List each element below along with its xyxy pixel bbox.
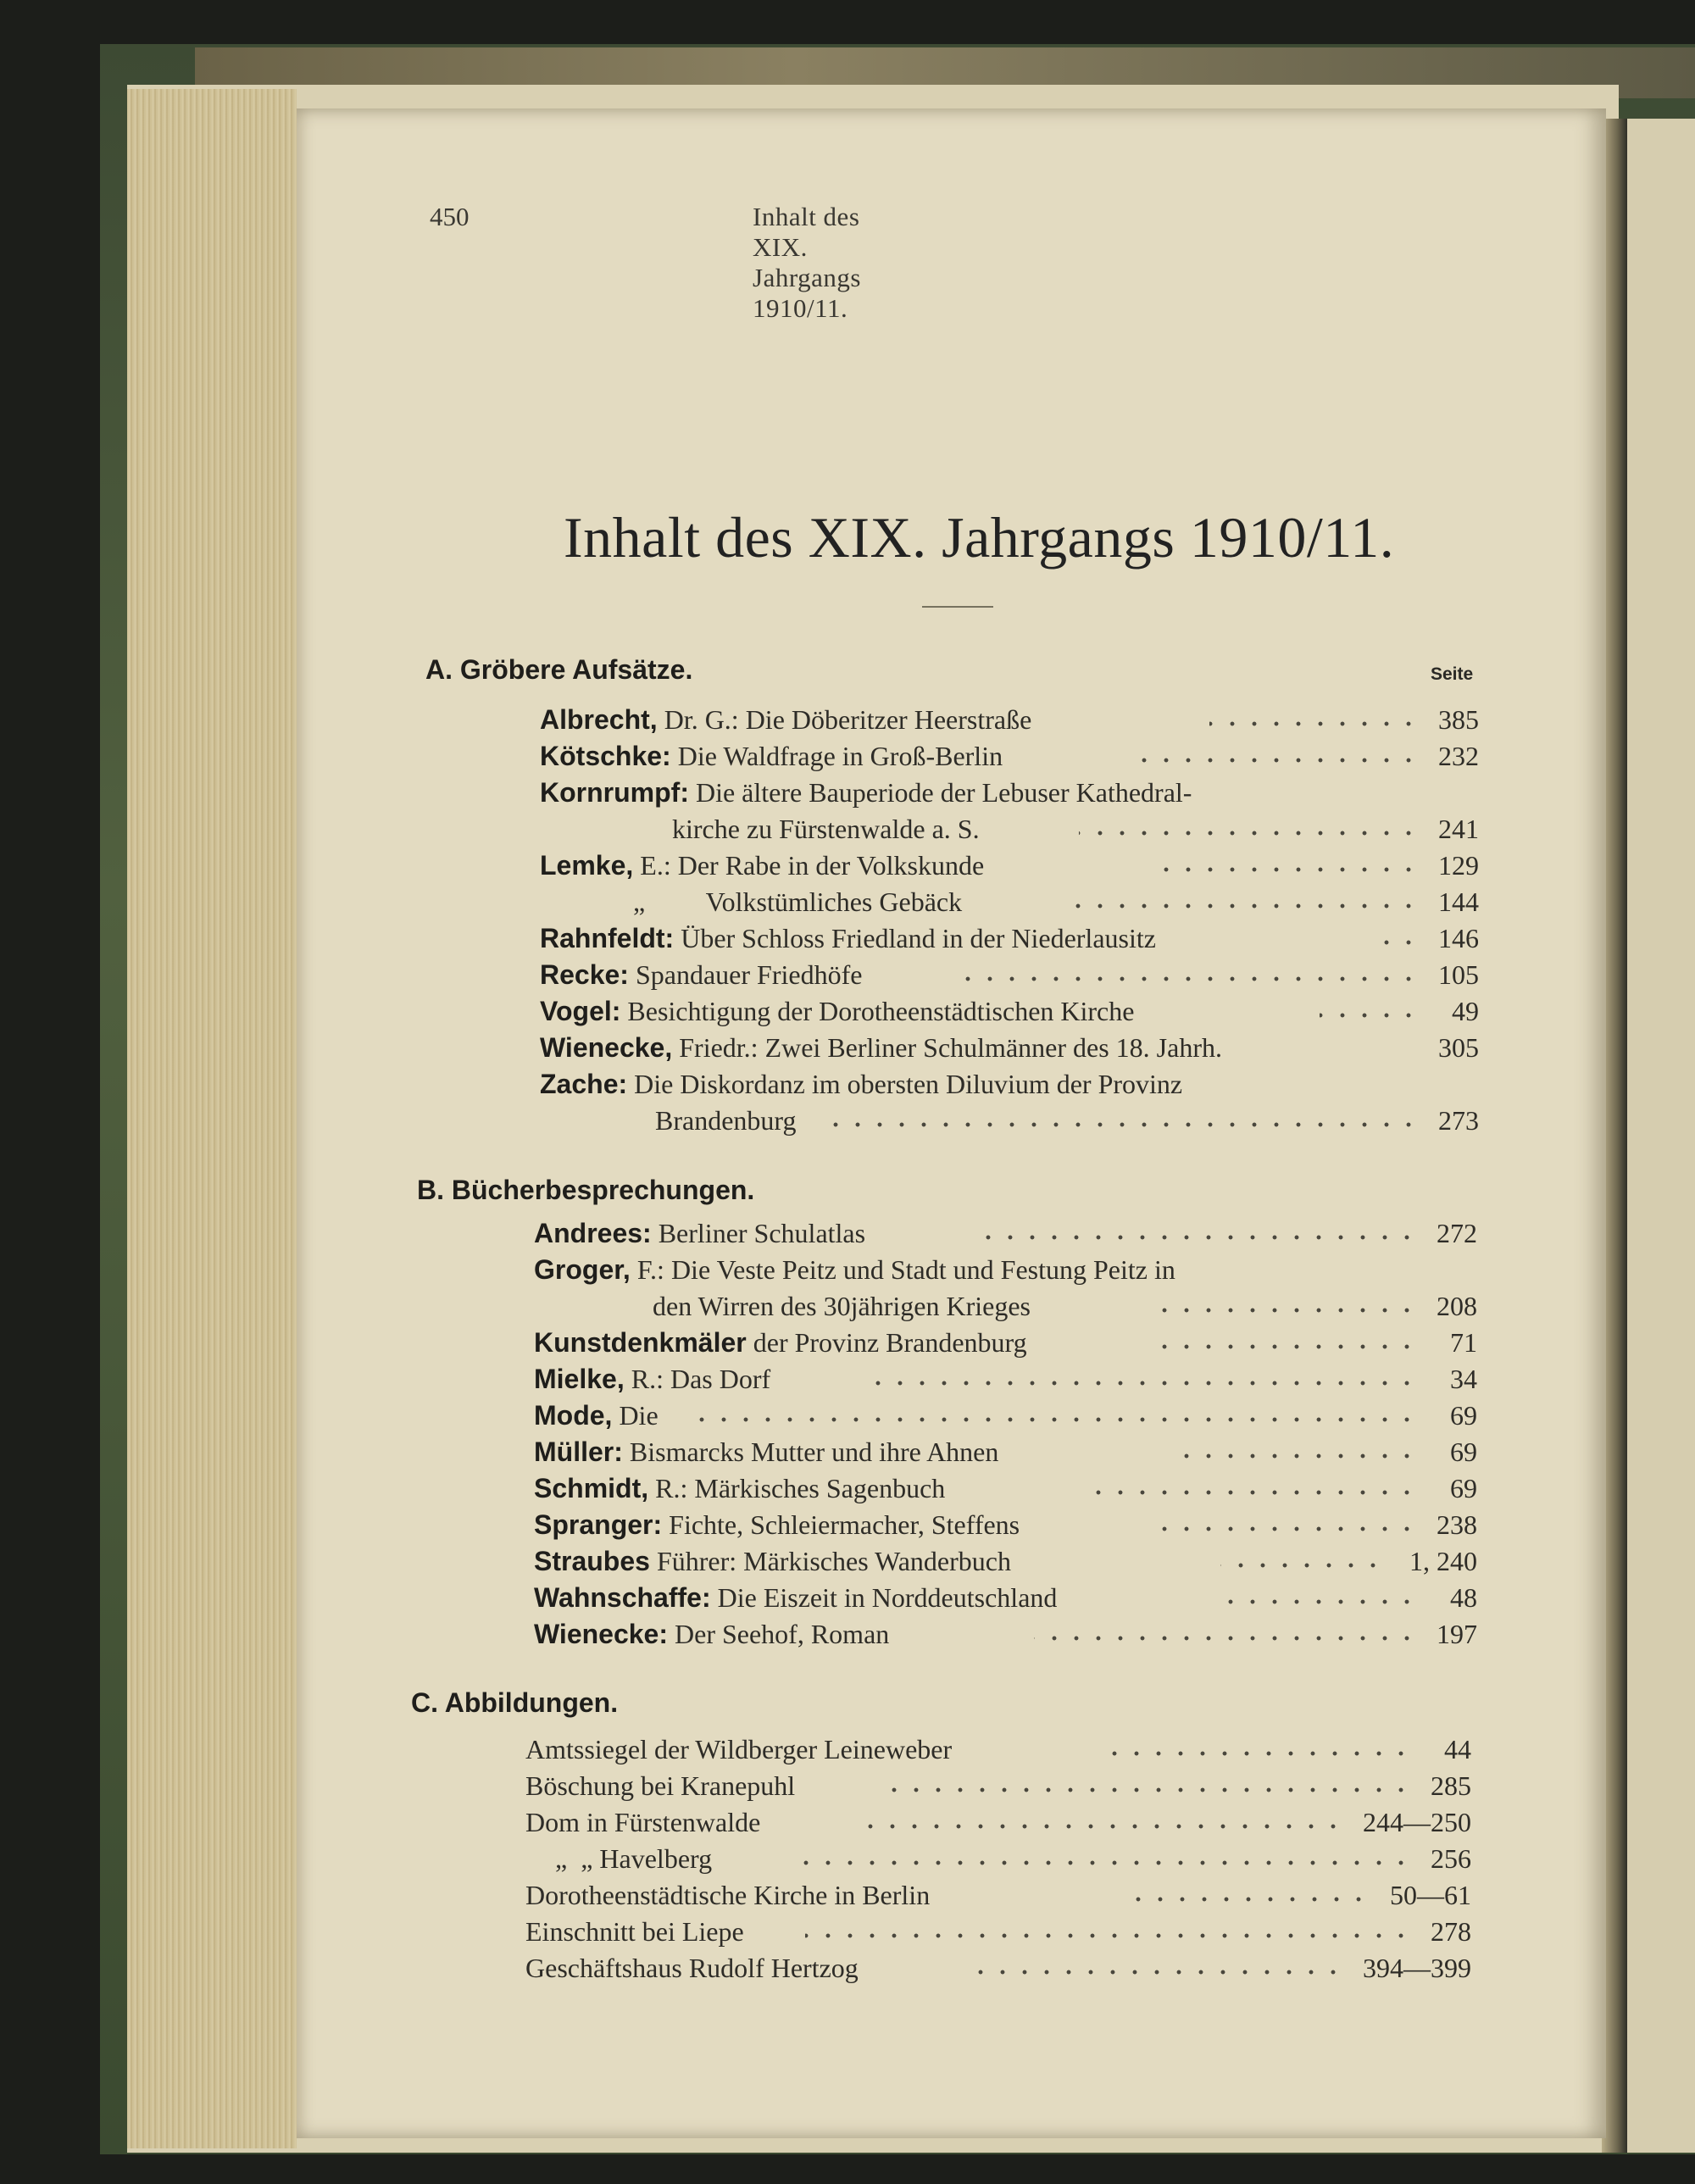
dot-leader xyxy=(686,1409,1418,1425)
list-item xyxy=(525,1770,1471,1806)
list-item xyxy=(540,777,1479,813)
entry-page: 285 xyxy=(1431,1770,1471,1801)
entry-page: 105 xyxy=(1438,959,1479,990)
entry-text: Geschäftshaus Rudolf Hertzog xyxy=(525,1953,859,1983)
entry-text: den Wirren des 30jährigen Krieges xyxy=(653,1291,1031,1321)
list-item xyxy=(534,1509,1477,1545)
entry-page: 44 xyxy=(1444,1734,1471,1764)
dot-leader xyxy=(833,1114,1420,1131)
dot-leader xyxy=(1102,1742,1412,1759)
dot-leader xyxy=(1320,1004,1420,1021)
list-item xyxy=(534,1473,1477,1509)
list-item xyxy=(534,1218,1477,1253)
entry-page: 305 xyxy=(1438,1032,1479,1063)
list-item xyxy=(534,1546,1477,1581)
entry-page: 208 xyxy=(1437,1291,1477,1321)
entry-page: 146 xyxy=(1438,923,1479,953)
entry-author: Albrecht, xyxy=(540,704,658,735)
entry-page: 241 xyxy=(1438,814,1479,844)
list-item xyxy=(540,1032,1479,1068)
list-item xyxy=(534,1400,1477,1436)
entry-page: 273 xyxy=(1438,1105,1479,1136)
entry-author: Schmidt, xyxy=(534,1473,649,1503)
entry-author: Wienecke: xyxy=(534,1619,668,1649)
entry-page: 144 xyxy=(1438,886,1479,917)
dot-leader xyxy=(1209,713,1420,730)
entry-text: Friedr.: Zwei Berliner Schulmänner des 18. Jahrh. xyxy=(679,1032,1222,1063)
entry-text: Die ältere Bauperiode der Lebuser Kathedral- xyxy=(695,777,1192,808)
entry-text: Berliner Schulatlas xyxy=(658,1218,866,1248)
entry-author: Mielke, xyxy=(534,1364,625,1394)
section-heading-c: C. Abbildungen. xyxy=(411,1687,619,1718)
entry-author: Rahnfeldt: xyxy=(540,923,675,953)
dot-leader xyxy=(1161,1299,1418,1316)
entry-text: Dorotheenstädtische Kirche in Berlin xyxy=(525,1880,931,1910)
entry-page: 1, 240 xyxy=(1409,1546,1477,1576)
seite-column-label: Seite xyxy=(1431,664,1474,684)
list-item xyxy=(540,1069,1479,1104)
list-item xyxy=(655,1105,1479,1141)
dot-leader xyxy=(805,1925,1412,1942)
entry-text: R.: Das Dorf xyxy=(631,1364,771,1394)
dot-leader xyxy=(1074,895,1420,912)
entry-text: Die Diskordanz im obersten Diluvium der Provinz xyxy=(634,1069,1183,1099)
list-item xyxy=(672,814,1479,849)
entry-page: 238 xyxy=(1437,1509,1477,1540)
entry-page: 385 xyxy=(1438,704,1479,735)
entry-page: 50—61 xyxy=(1390,1880,1471,1910)
list-item xyxy=(534,1437,1477,1472)
list-item xyxy=(534,1254,1477,1290)
entry-text: Einschnitt bei Liepe xyxy=(525,1916,744,1947)
entry-page: 69 xyxy=(1450,1473,1477,1503)
entry-page: 49 xyxy=(1452,996,1479,1026)
entry-text: Bismarcks Mutter und ihre Ahnen xyxy=(629,1437,999,1467)
entry-text: Die Eiszeit in Norddeutschland xyxy=(717,1582,1058,1613)
dot-leader xyxy=(1367,931,1420,948)
dot-leader xyxy=(1093,1481,1418,1498)
running-head-title: Inhalt des XIX. Jahrgangs 1910/11. xyxy=(753,202,861,323)
entry-page: 278 xyxy=(1431,1916,1471,1947)
entry-author: Andrees: xyxy=(534,1218,652,1248)
list-item xyxy=(653,1291,1477,1326)
entry-author: Kötschke: xyxy=(540,741,671,771)
entry-page: 232 xyxy=(1438,741,1479,771)
entry-author: Recke: xyxy=(540,959,629,990)
entry-text: Böschung bei Kranepuhl xyxy=(525,1770,796,1801)
dot-leader xyxy=(975,1226,1418,1243)
entry-text: E.: Der Rabe in der Volkskunde xyxy=(640,850,985,881)
dot-leader xyxy=(1178,1445,1418,1462)
entry-text: F.: Die Veste Peitz und Stadt und Festung Peitz in xyxy=(636,1254,1175,1285)
entry-page: 34 xyxy=(1450,1364,1477,1394)
entry-text: Amtssiegel der Wildberger Leineweber xyxy=(525,1734,953,1764)
entry-page: 256 xyxy=(1431,1843,1471,1874)
list-item xyxy=(525,1807,1471,1842)
entry-page: 69 xyxy=(1450,1400,1477,1431)
entry-author: Vogel: xyxy=(540,996,621,1026)
list-item xyxy=(540,704,1479,740)
list-item xyxy=(525,1734,1471,1770)
dot-leader xyxy=(1034,1627,1418,1644)
section-heading-b: B. Bücherbesprechungen. xyxy=(417,1175,755,1205)
list-item xyxy=(540,850,1479,886)
dot-leader xyxy=(955,968,1420,985)
entry-author: Müller: xyxy=(534,1437,623,1467)
entry-text: „ „ Havelberg xyxy=(555,1843,713,1874)
dot-leader xyxy=(1154,859,1420,875)
entry-author: Kornrumpf: xyxy=(540,777,689,808)
entry-author: Groger, xyxy=(534,1254,631,1285)
list-item xyxy=(540,959,1479,995)
entry-author: Kunstdenkmäler xyxy=(534,1327,747,1358)
entry-page: 197 xyxy=(1437,1619,1477,1649)
entry-text: Brandenburg xyxy=(655,1105,797,1136)
entry-author: Zache: xyxy=(540,1069,628,1099)
dot-leader xyxy=(1161,1336,1418,1353)
entry-author: Wahnschaffe: xyxy=(534,1582,711,1613)
entry-text: Dom in Fürstenwalde xyxy=(525,1807,761,1837)
list-item xyxy=(534,1619,1477,1654)
entry-text: Die xyxy=(619,1400,659,1431)
page-number: 450 xyxy=(430,202,470,231)
page-title: Inhalt des XIX. Jahrgangs 1910/11. xyxy=(564,505,1395,570)
entry-page: 48 xyxy=(1450,1582,1477,1613)
entry-text: Besichtigung der Dorotheenstädtischen Kirche xyxy=(627,996,1135,1026)
list-item xyxy=(534,1582,1477,1618)
list-item xyxy=(525,1953,1471,1988)
entry-page: 129 xyxy=(1438,850,1479,881)
dot-leader xyxy=(1119,1888,1370,1905)
dot-leader xyxy=(873,1372,1418,1389)
entry-text: Spandauer Friedhöfe xyxy=(635,959,863,990)
entry-page: 71 xyxy=(1450,1327,1477,1358)
entry-text: Dr. G.: Die Döberitzer Heerstraße xyxy=(664,704,1032,735)
dot-leader xyxy=(1212,1591,1418,1608)
entry-text: R.: Märkisches Sagenbuch xyxy=(655,1473,946,1503)
list-item xyxy=(555,1843,1471,1879)
dot-leader xyxy=(1136,749,1420,766)
section-heading-a: A. Gröbere Aufsätze. xyxy=(425,654,693,685)
list-item xyxy=(534,1364,1477,1399)
entry-author: Mode, xyxy=(534,1400,613,1431)
dot-leader xyxy=(1079,822,1420,839)
entry-author: Straubes xyxy=(534,1546,650,1576)
entry-text: der Provinz Brandenburg xyxy=(753,1327,1027,1358)
entry-text: Fichte, Schleiermacher, Steffens xyxy=(669,1509,1020,1540)
dot-leader xyxy=(1220,1554,1384,1571)
entry-text: Führer: Märkisches Wanderbuch xyxy=(656,1546,1011,1576)
entry-author: Spranger: xyxy=(534,1509,663,1540)
list-item xyxy=(534,1327,1477,1363)
entry-page: 69 xyxy=(1450,1437,1477,1467)
list-item xyxy=(525,1880,1471,1915)
list-item xyxy=(525,1916,1471,1952)
page-edges xyxy=(127,89,297,2148)
entry-author: Wienecke, xyxy=(540,1032,673,1063)
title-divider xyxy=(922,606,993,608)
dot-leader xyxy=(890,1779,1412,1796)
entry-page: 244—250 xyxy=(1363,1807,1471,1837)
list-item xyxy=(540,996,1479,1031)
dot-leader xyxy=(1161,1518,1418,1535)
dot-leader xyxy=(864,1815,1344,1832)
entry-text: „ Volkstümliches Gebäck xyxy=(633,886,963,917)
entry-page: 394—399 xyxy=(1363,1953,1471,1983)
list-item xyxy=(540,741,1479,776)
dot-leader xyxy=(975,1961,1344,1978)
list-item xyxy=(540,923,1479,959)
entry-page: 272 xyxy=(1437,1218,1477,1248)
entry-author: Lemke, xyxy=(540,850,634,881)
entry-text: Der Seehof, Roman xyxy=(675,1619,890,1649)
facing-page xyxy=(1627,119,1695,2153)
entry-text: kirche zu Fürstenwalde a. S. xyxy=(672,814,980,844)
entry-text: Über Schloss Friedland in der Niederlausitz xyxy=(681,923,1156,953)
list-item xyxy=(633,886,1479,922)
dot-leader xyxy=(801,1852,1412,1869)
entry-text: Die Waldfrage in Groß-Berlin xyxy=(677,741,1003,771)
